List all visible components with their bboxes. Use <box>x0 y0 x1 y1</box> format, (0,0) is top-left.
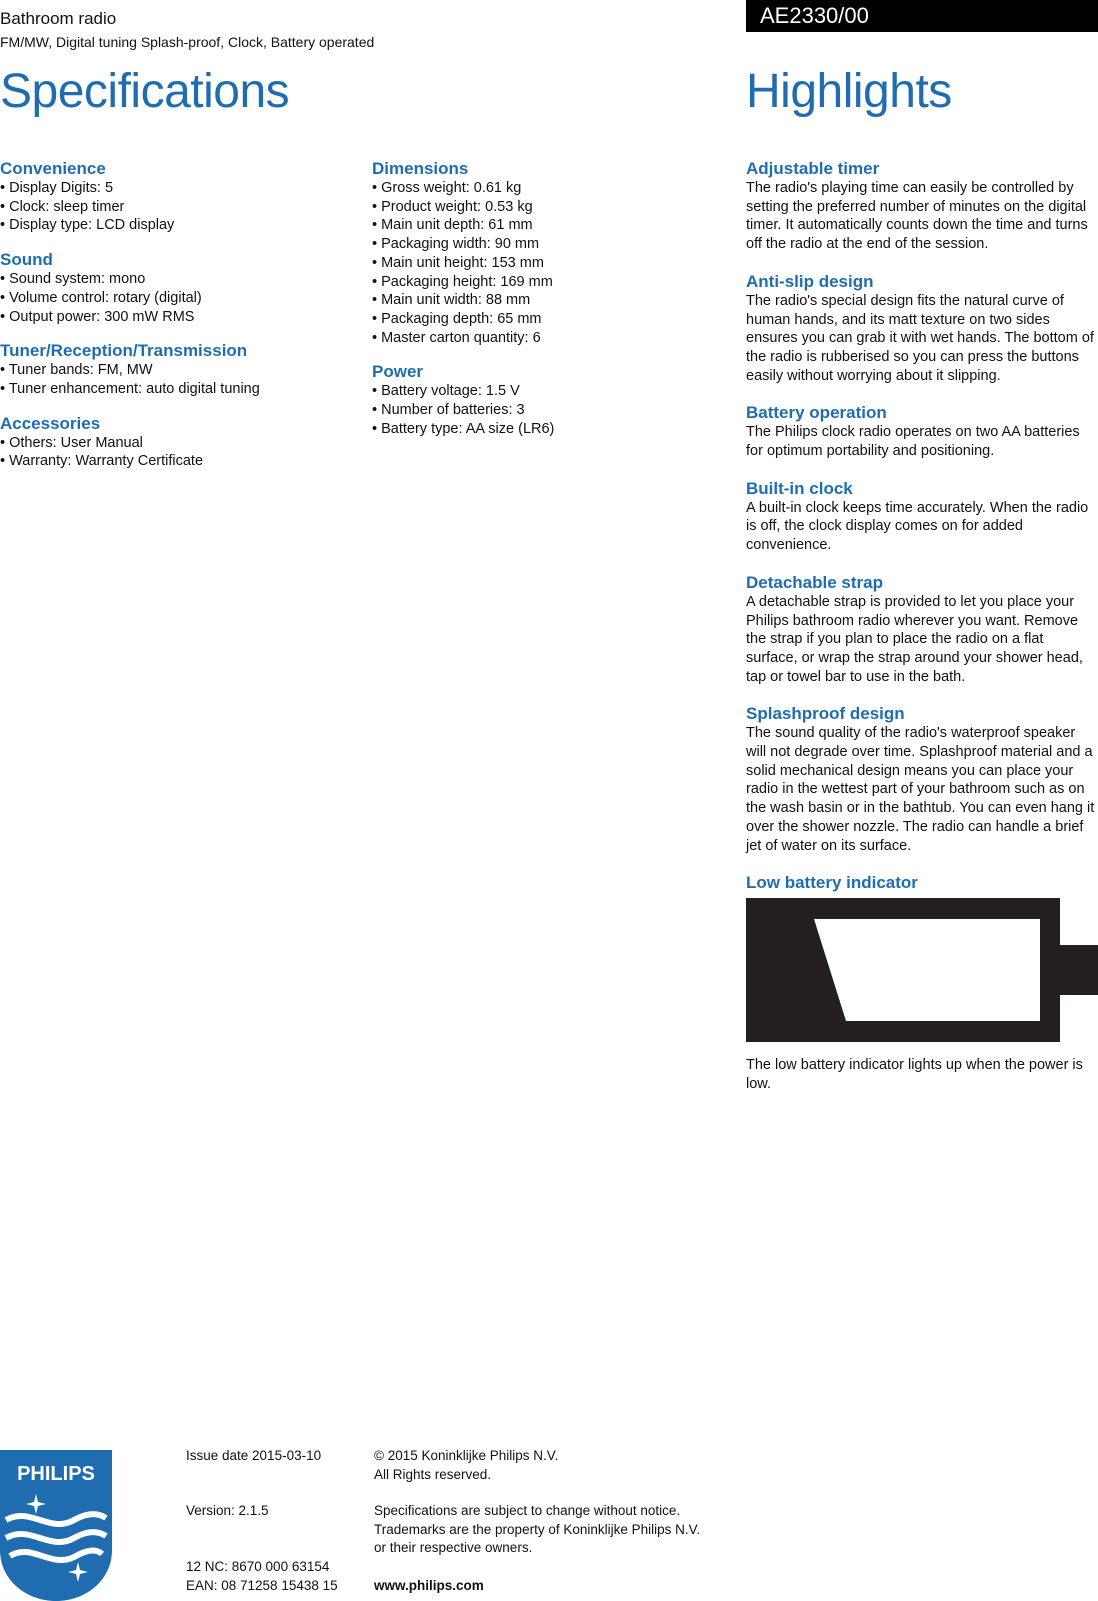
highlight-battery-operation <box>746 402 1098 460</box>
spec-item: • Main unit depth: 61 mm <box>372 217 533 234</box>
spec-notice-line: Specifications are subject to change without notice. <box>374 1503 681 1518</box>
spec-item: • Sound system: mono <box>0 271 146 288</box>
issue-date: Issue date 2015-03-10 <box>186 1448 322 1463</box>
highlight-heading: Anti-slip design <box>746 271 874 291</box>
highlights-title: Highlights <box>746 65 952 118</box>
highlights-column <box>746 158 1098 910</box>
spec-heading: Sound <box>0 250 53 270</box>
battery-terminal <box>1060 945 1098 995</box>
model-bar <box>746 0 1098 32</box>
spec-list <box>0 179 360 235</box>
spec-column-1 <box>0 158 360 485</box>
highlight-text: The radio's playing time can easily be controlled by setting the preferred number of minutes on the digital timer. It automatically counts down the time and turns off the radio at the end of the session. <box>746 180 1088 253</box>
spec-item: • Clock: sleep timer <box>0 198 125 215</box>
highlight-built-in-clock <box>746 478 1098 555</box>
highlight-heading: Battery operation <box>746 403 887 423</box>
spec-list <box>372 382 732 438</box>
spec-notice-line: or their respective owners. <box>374 1540 533 1555</box>
highlight-detachable-strap <box>746 572 1098 687</box>
spec-item: • Tuner enhancement: auto digital tuning <box>0 380 260 397</box>
spec-group-sound <box>0 249 360 326</box>
highlight-text: A built-in clock keeps time accurately. When the radio is off, the clock display comes on for added convenience. <box>746 499 1089 554</box>
highlight-heading: Detachable strap <box>746 572 883 592</box>
model-number: AE2330/00 <box>760 3 869 28</box>
philips-logo <box>0 1450 112 1601</box>
spec-item: • Gross weight: 0.61 kg <box>372 180 522 196</box>
highlight-heading: Low battery indicator <box>746 873 918 893</box>
battery-caption: The low battery indicator lights up when the power is low. <box>746 1057 1083 1092</box>
highlight-text: The radio's special design fits the natural curve of human hands, and its matt texture on two sides ensures you can grab it with wet hands. The bottom of the radio is rubberised so you can press the buttons easily without worrying about it slipping. <box>746 292 1094 384</box>
highlight-heading: Built-in clock <box>746 478 853 498</box>
product-subtitle: FM/MW, Digital tuning Splash-proof, Clock, Battery operated <box>0 34 375 50</box>
spec-item: • Number of batteries: 3 <box>372 402 525 419</box>
spec-item: • Battery voltage: 1.5 V <box>372 383 520 400</box>
spec-column-2 <box>372 158 732 452</box>
spec-item: • Battery type: AA size (LR6) <box>372 420 555 437</box>
spec-item: • Warranty: Warranty Certificate <box>0 453 204 470</box>
highlight-heading: Adjustable timer <box>746 159 880 178</box>
battery-level <box>814 919 1040 1021</box>
highlight-heading: Splashproof design <box>746 704 905 724</box>
ean-code: EAN: 08 71258 15438 15 <box>186 1578 338 1593</box>
product-type: Bathroom radio <box>0 9 117 28</box>
spec-item: • Main unit width: 88 mm <box>372 292 531 309</box>
spec-item: • Volume control: rotary (digital) <box>0 289 202 306</box>
spec-group-tuner <box>0 340 360 398</box>
low-battery-icon <box>746 898 1098 1042</box>
copyright-block <box>374 1447 734 1484</box>
website-link[interactable]: www.philips.com <box>374 1578 484 1593</box>
highlight-text: The Philips clock radio operates on two AA batteries for optimum portability and positioning. <box>746 424 1080 460</box>
highlight-low-battery <box>746 872 1098 893</box>
spec-heading: Tuner/Reception/Transmission <box>0 341 248 361</box>
twelve-nc: 12 NC: 8670 000 63154 <box>186 1559 330 1574</box>
spec-item: • Tuner bands: FM, MW <box>0 362 153 379</box>
spec-heading: Accessories <box>0 413 101 433</box>
spec-item: • Display type: LCD display <box>0 217 175 234</box>
spec-group-dimensions <box>372 158 732 347</box>
spec-group-power <box>372 361 732 438</box>
highlight-splashproof <box>746 703 1098 855</box>
rights-reserved: All Rights reserved. <box>374 1466 492 1482</box>
specifications-title: Specifications <box>0 65 290 118</box>
spec-item: • Packaging depth: 65 mm <box>372 310 542 327</box>
spec-item: • Display Digits: 5 <box>0 180 114 196</box>
spec-group-convenience <box>0 158 360 235</box>
spec-item: • Main unit height: 153 mm <box>372 254 544 271</box>
spec-item: • Master carton quantity: 6 <box>372 329 541 346</box>
version: Version: 2.1.5 <box>186 1503 269 1518</box>
spec-list <box>372 179 732 347</box>
copyright: © 2015 Koninklijke Philips N.V. <box>374 1448 559 1463</box>
spec-list <box>0 270 360 326</box>
logo-wordmark: PHILIPS <box>17 1463 95 1485</box>
spec-heading: Power <box>372 362 424 382</box>
highlight-text: The sound quality of the radio's waterproof speaker will not degrade over time. Splashproof material and a solid mechanical design means you can place your radio in the wettest part of your bathroom such as on the wash basin or in the bathtub. You can even hang it over the shower nozzle. The radio can handle a brief jet of water on its surface. <box>746 725 1095 854</box>
highlight-text: A detachable strap is provided to let you place your Philips bathroom radio wherever you want. Remove the strap if you plan to place the radio on a flat surface, or wrap the strap around your shower head, tap or towel bar to use in the bath. <box>746 593 1083 685</box>
spec-heading: Convenience <box>0 159 106 178</box>
spec-heading: Dimensions <box>372 159 469 178</box>
spec-notice-block <box>374 1502 734 1558</box>
spec-list <box>0 361 360 398</box>
spec-item: • Packaging height: 169 mm <box>372 273 553 290</box>
spec-item: • Output power: 300 mW RMS <box>0 308 195 325</box>
spec-list <box>0 434 360 471</box>
highlight-anti-slip <box>746 271 1098 386</box>
spec-item: • Product weight: 0.53 kg <box>372 198 533 215</box>
spec-notice-line: Trademarks are the property of Koninklijke Philips N.V. <box>374 1521 701 1537</box>
spec-group-accessories <box>0 413 360 471</box>
spec-item: • Others: User Manual <box>0 434 143 451</box>
spec-item: • Packaging width: 90 mm <box>372 236 540 253</box>
highlight-adjustable-timer <box>746 158 1098 254</box>
